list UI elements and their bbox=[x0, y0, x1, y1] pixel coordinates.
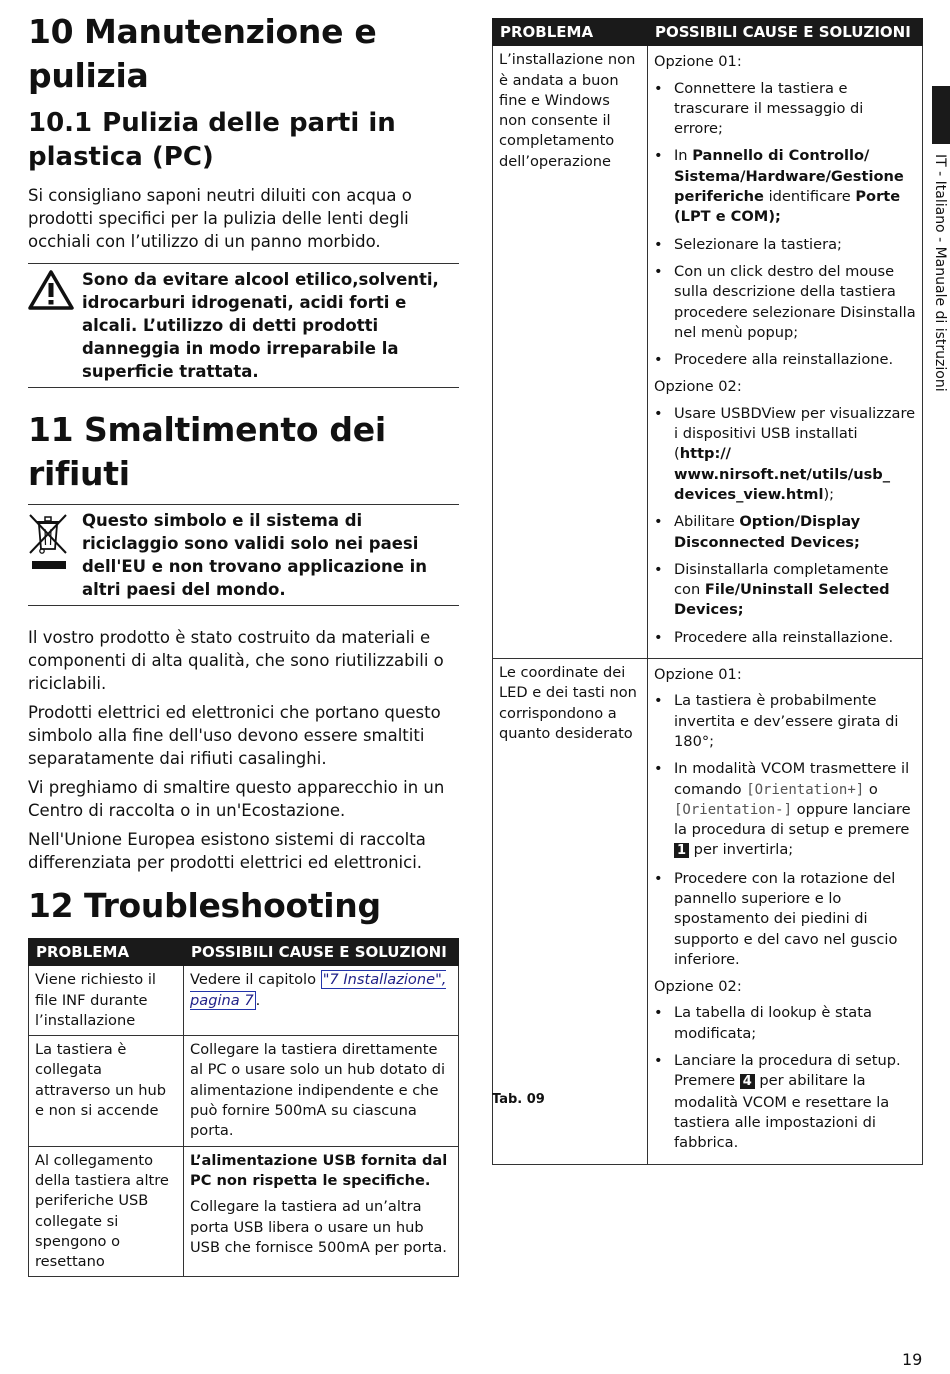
header-solutions: POSSIBILI CAUSE E SOLUZIONI bbox=[184, 939, 459, 966]
warning-icon bbox=[28, 268, 82, 383]
warning-box bbox=[28, 263, 459, 388]
table-row: Le coordinate dei LED e dei tasti non corrispondono a quanto desiderato Opzione 01: • La tastiera è probabilmente invertita e dev’essere girata di 180°; • In modalità VCOM trasmettere il comando [Orientation+] o [Orientation-] oppure lanciare la procedura di setup e premere 1 per invertirla; • Procedere con la rotazione del pannello superiore e lo spostamento dei piedini di supporto e del cavo nel guscio inferiore. Opzione 02: • La tabella di lookup è stata modificata; • Lanciare la procedura di setup. Premere 4 per abilitare la modalità VCOM e resettare la tastiera alle impostazioni di fabbrica. bbox=[493, 659, 923, 1165]
right-column bbox=[492, 18, 923, 1165]
list-item: • La tastiera è probabilmente invertita e dev’essere girata di 180°; bbox=[654, 691, 916, 752]
usbdview-url: http:// www.nirsoft.net/utils/usb_ devices_view.html bbox=[674, 445, 891, 503]
header-solutions: POSSIBILI CAUSE E SOLUZIONI bbox=[648, 19, 923, 46]
disposal-paragraph-2: Prodotti elettrici ed elettronici che portano questo simbolo alla fine dell'uso devono essere smaltiti separatamente dai rifiuti casalinghi. bbox=[28, 703, 441, 768]
crossed-bin-icon bbox=[28, 509, 82, 601]
section-10-1-heading: 10.1 Pulizia delle parti in plastica (PC) bbox=[28, 108, 396, 172]
key-1-badge: 1 bbox=[674, 843, 689, 858]
weee-notice-box bbox=[28, 504, 459, 606]
list-item: • Procedere alla reinstallazione. bbox=[654, 350, 916, 370]
table-row: Viene richiesto il file INF durante l’installazione Vedere il capitolo "7 Installazione", pagina 7 . bbox=[29, 966, 459, 1036]
table-row: Al collegamento della tastiera altre periferiche USB collegate si spengono o resettano L’alimentazione USB fornita dal PC non rispetta le specifiche. Collegare la tastiera ad un’altra porta USB libera o usare un hub USB che fornisce 500mA per porta. bbox=[29, 1146, 459, 1277]
section-12-heading: 12 Troubleshooting bbox=[28, 886, 381, 925]
list-item: • Disinstallarla completamente con File/Uninstall Selected Devices; bbox=[654, 560, 916, 621]
page-number: 19 bbox=[902, 1350, 923, 1369]
list-item: • Procedere con la rotazione del pannello superiore e lo spostamento dei piedini di supporto e del cavo nel guscio inferiore. bbox=[654, 869, 916, 970]
left-column bbox=[28, 10, 459, 1277]
header-problem: PROBLEMA bbox=[29, 939, 184, 966]
troubleshooting-table-left bbox=[28, 938, 459, 1277]
list-item: • Connettere la tastiera e trascurare il messaggio di errore; bbox=[654, 79, 916, 140]
weee-notice-text: Questo simbolo e il sistema di riciclaggio sono validi solo nei paesi dell'EU e non trovano applicazione in altri paesi del mondo. bbox=[82, 511, 428, 599]
section-11-heading: 11 Smaltimento dei rifiuti bbox=[28, 410, 386, 493]
list-item: • Procedere alla reinstallazione. bbox=[654, 628, 916, 648]
side-tab-marker bbox=[932, 86, 950, 144]
installation-chapter-link[interactable]: "7 Installazione", pagina 7 bbox=[190, 971, 447, 1009]
list-item: • Usare USBDView per visualizzare i dispositivi USB installati (http:// www.nirsoft.net/utils/usb_ devices_view.html); bbox=[654, 404, 916, 505]
key-4-badge: 4 bbox=[740, 1074, 755, 1089]
table-row: L’installazione non è andata a buon fine e Windows non consente il completamento dell’operazione Opzione 01: • Connettere la tastiera e trascurare il messaggio di errore; • In Pannello di Controllo/ Sistema/Hardware/Gestione periferiche identificare Porte (LPT e COM); • Selezionare la tastiera; • Con un click destro del mouse sulla descrizione della tastiera procedere selezionare Disinstalla nel menù popup; • Procedere alla reinstallazione. Opzione 02: • Usare USBDView per visualizzare i dispositivi USB installati (http:// www.nirsoft.net/utils/usb_ devices_view.html); • Abilitare Option/Display Disconnected Devices; • Disinstallarla completamente con File/Uninstall Selected Devices; • Procedere alla reinstallazione. bbox=[493, 46, 923, 659]
language-side-tab bbox=[932, 86, 950, 396]
disposal-paragraph-4: Nell'Unione Europea esistono sistemi di raccolta differenziata per prodotti elettrici ed elettronici. bbox=[28, 830, 426, 872]
side-tab-label: IT - Italiano - Manuale di istruzioni bbox=[932, 154, 948, 392]
disposal-paragraph-3: Vi preghiamo di smaltire questo apparecchio in un Centro di raccolta o in un'Ecostazione. bbox=[28, 778, 445, 820]
table-caption: Tab. 09 bbox=[492, 1092, 545, 1107]
list-item: • Con un click destro del mouse sulla descrizione della tastiera procedere selezionare Disinstalla nel menù popup; bbox=[654, 262, 916, 343]
list-item: • In Pannello di Controllo/ Sistema/Hardware/Gestione periferiche identificare Porte (LPT e COM); bbox=[654, 146, 916, 227]
list-item: • La tabella di lookup è stata modificata; bbox=[654, 1003, 916, 1044]
cleaning-paragraph: Si consigliano saponi neutri diluiti con acqua o prodotti specifici per la pulizia delle lenti degli occhiali con l’utilizzo di un panno morbido. bbox=[28, 186, 412, 251]
list-item: • Abilitare Option/Display Disconnected Devices; bbox=[654, 512, 916, 553]
section-10-heading: 10 Manutenzione e pulizia bbox=[28, 12, 377, 95]
list-item: • Lanciare la procedura di setup. Premere 4 per abilitare la modalità VCOM e resettare la tastiera alle impostazioni di fabbrica. bbox=[654, 1051, 916, 1153]
disposal-paragraph-1: Il vostro prodotto è stato costruito da materiali e componenti di alta qualità, che sono riutilizzabili o riciclabili. bbox=[28, 628, 444, 693]
list-item: • Selezionare la tastiera; bbox=[654, 235, 916, 255]
list-item: • In modalità VCOM trasmettere il comando [Orientation+] o [Orientation-] oppure lanciare la procedura di setup e premere 1 per invertirla; bbox=[654, 759, 916, 861]
troubleshooting-table-right bbox=[492, 18, 923, 1165]
header-problem: PROBLEMA bbox=[493, 19, 648, 46]
table-row: La tastiera è collegata attraverso un hub e non si accende Collegare la tastiera direttamente al PC o usare solo un hub dotato di alimentazione indipendente e che può fornire 500mA su ciascuna porta. bbox=[29, 1036, 459, 1146]
warning-text: Sono da evitare alcool etilico,solventi, idrocarburi idrogenati, acidi forti e alcali. L’utilizzo di detti prodotti danneggia in modo irreparabile la superficie trattata. bbox=[82, 270, 439, 381]
